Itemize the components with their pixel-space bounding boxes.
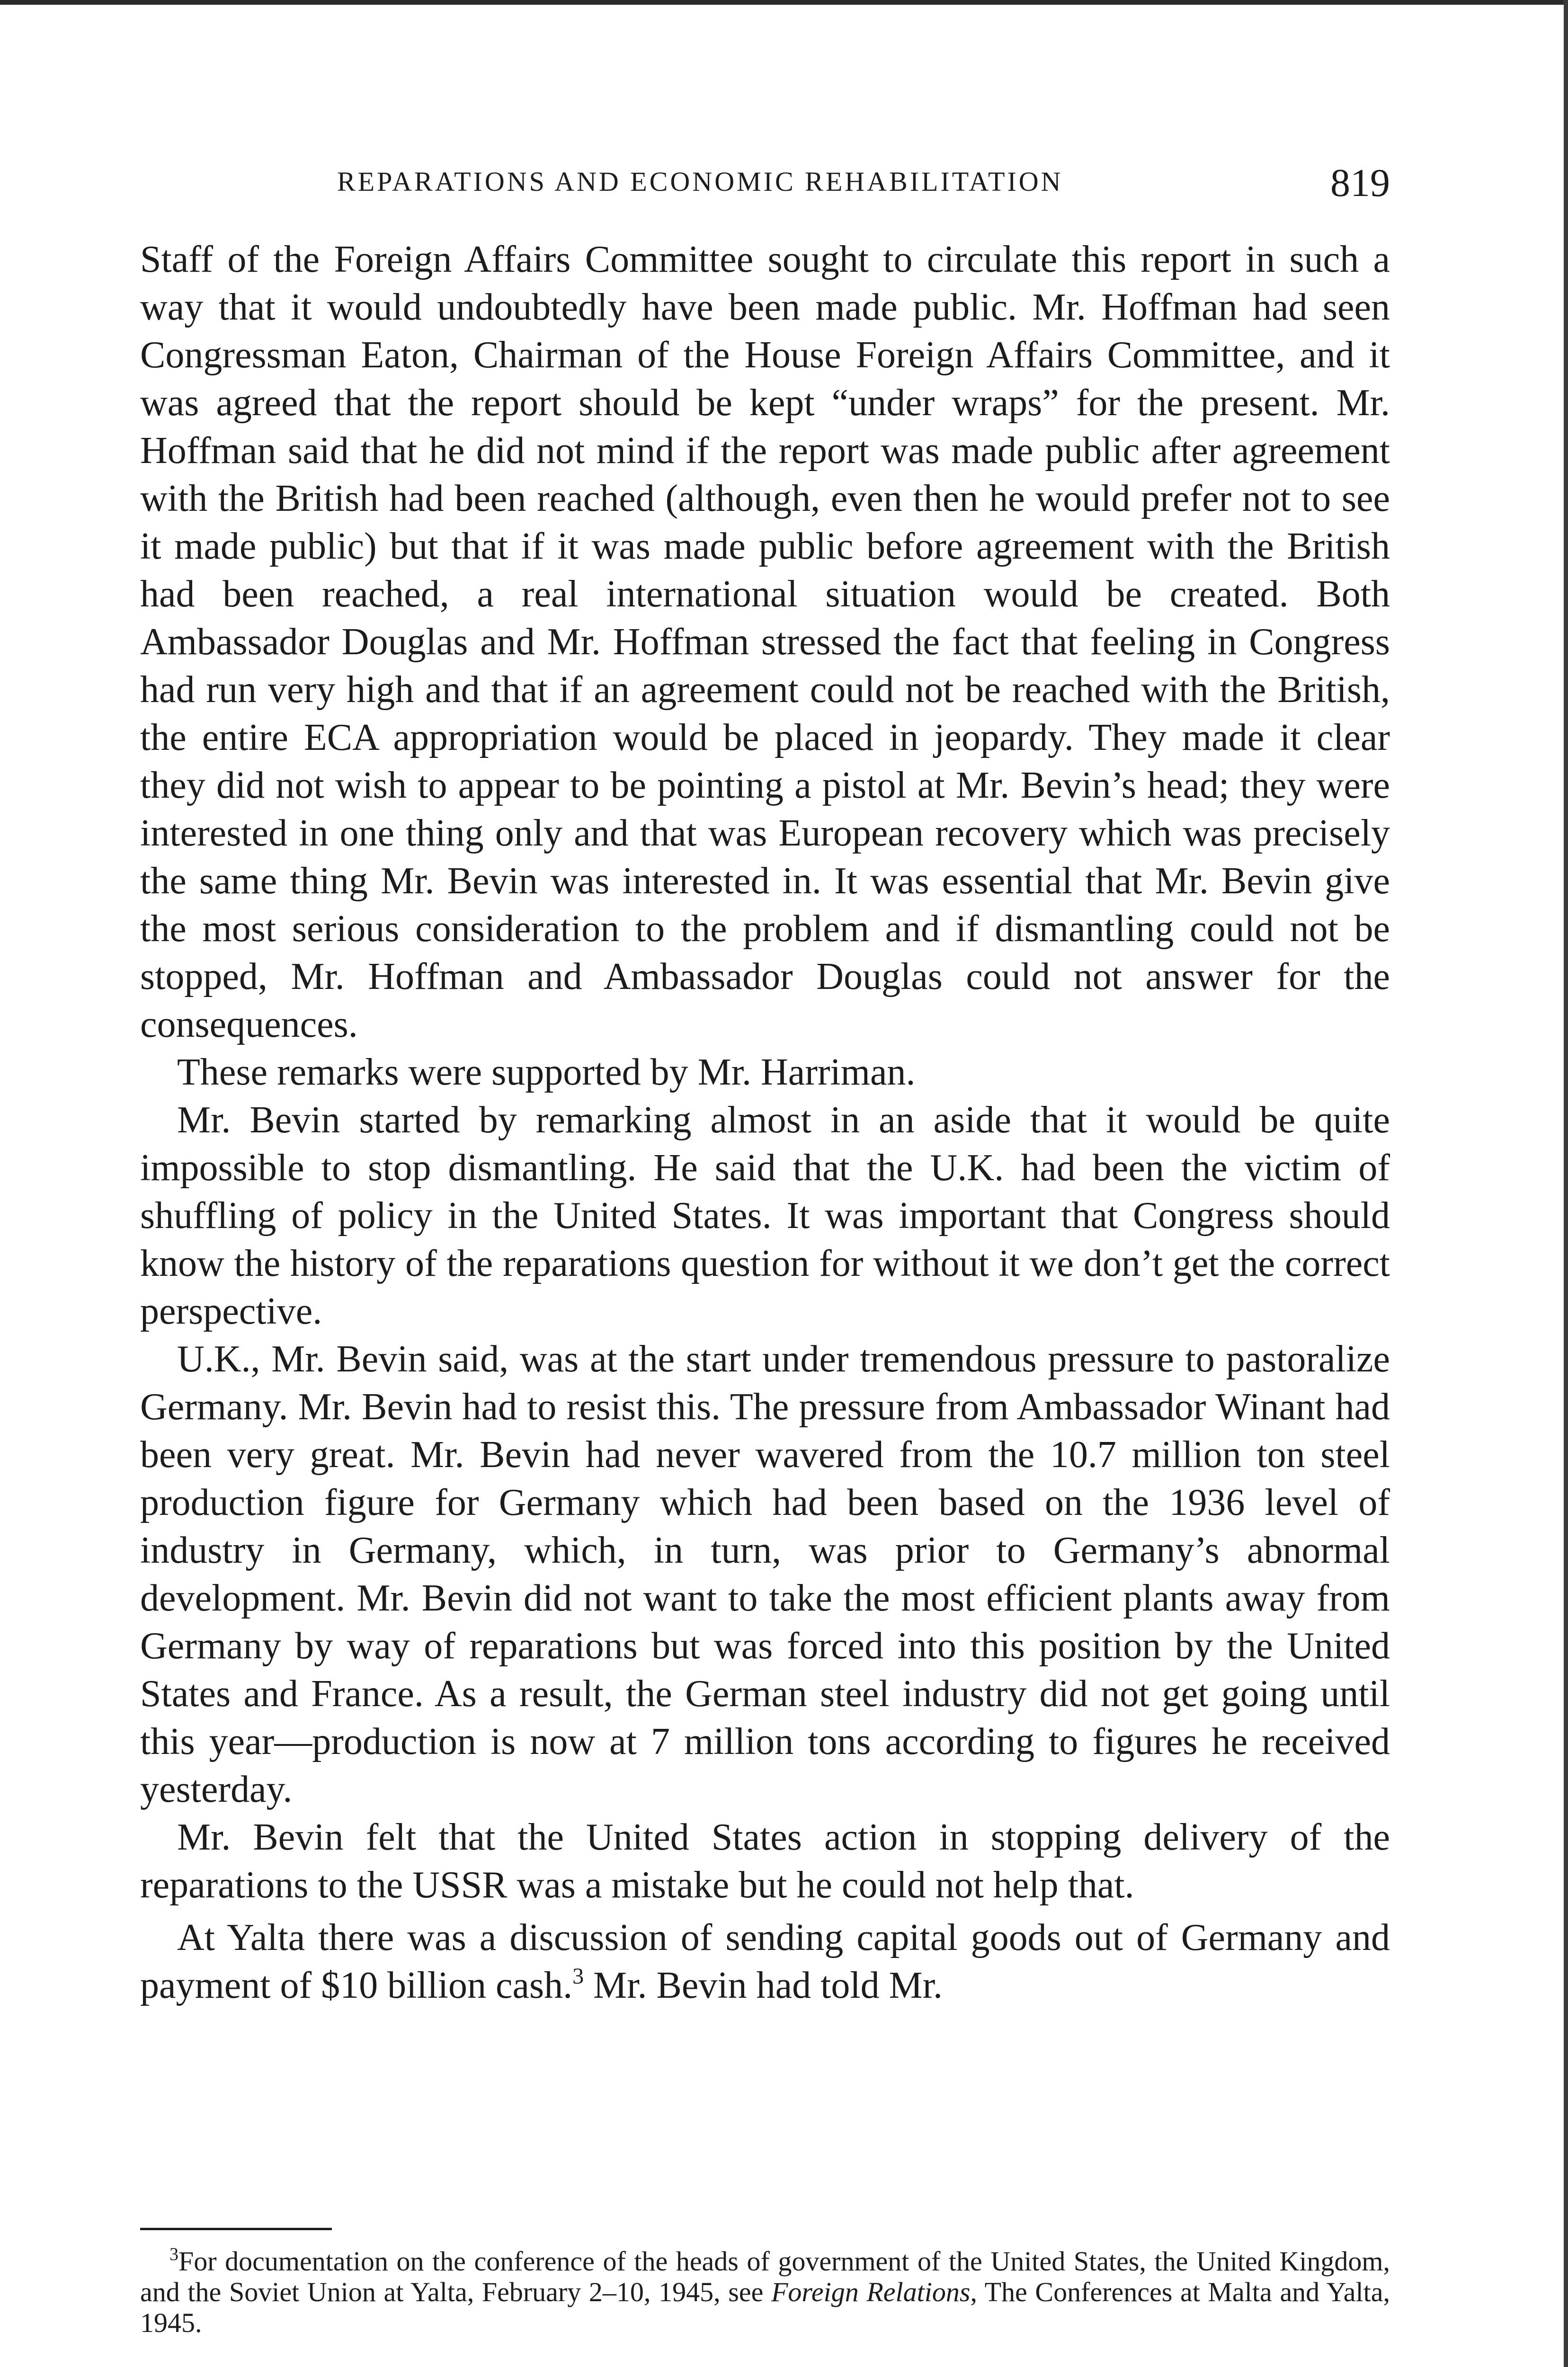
footnote-mark: 3 <box>169 2244 178 2264</box>
page-header <box>140 160 1390 203</box>
scan-top-edge <box>0 0 1568 5</box>
footnote-text-after: , The Conferences at Malta and Yalta, 1945. <box>140 2277 1390 2338</box>
footnote-reference: 3 <box>572 1964 584 1989</box>
paragraph-6 <box>140 1914 1390 2010</box>
scan-right-edge <box>1564 0 1568 2367</box>
paragraph-2: These remarks were supported by Mr. Harriman. <box>177 1051 916 1093</box>
footnote-text-before: For documentation on the conference of the heads of government of the United States, the United Kingdom, and the Soviet Union at Yalta, February 2–10, 1945, see <box>140 2246 1390 2307</box>
paragraph-1: Staff of the Foreign Affairs Committee sought to circulate this report in such a way that it would undoubtedly have been made public. Mr. Hoffman had seen Congressman Eaton, Chairman of the House Foreign Affairs Committee, and it was agreed that the report should be kept “under wraps” for the present. Mr. Hoffman said that he did not mind if the report was made public after agreement with the British had been reached (although, even then he would prefer not to see it made public) but that if it was made public before agreement with the British had been reached, a real international situation would be created. Both Ambassador Douglas and Mr. Hoffman stressed the fact that feeling in Congress had run very high and that if an agreement could not be reached with the British, the entire ECA appropriation would be placed in jeopardy. They made it clear they did not wish to appear to be pointing a pistol at Mr. Bevin’s head; they were interested in one thing only and that was European recovery which was precisely the same thing Mr. Bevin was interested in. It was essential that Mr. Bevin give the most serious consideration to the problem and if dismantling could not be stopped, Mr. Hoffman and Ambassador Douglas could not answer for the consequences. <box>140 239 1390 1045</box>
paragraph-5: Mr. Bevin felt that the United States action in stopping delivery of the reparations to the USSR was a mistake but he could not help that. <box>140 1816 1390 1906</box>
body-text <box>140 236 1390 2010</box>
page-number: 819 <box>1330 161 1390 205</box>
paragraph-3: Mr. Bevin started by remarking almost in an aside that it would be quite impossible to stop dismantling. He said that the U.K. had been the victim of shuffling of policy in the United States. It was important that Congress should know the history of the reparations question for without it we don’t get the correct perspective. <box>140 1099 1390 1332</box>
footnote-italic-title: Foreign Relations <box>771 2277 971 2307</box>
paragraph-6-tail: Mr. Bevin had told Mr. <box>584 1965 943 2006</box>
running-head: REPARATIONS AND ECONOMIC REHABILITATION <box>337 166 1063 197</box>
footnote-divider <box>140 2228 332 2230</box>
paragraph-4: U.K., Mr. Bevin said, was at the start under tremendous pressure to pastoralize Germany. Mr. Bevin had to resist this. The pressure from Ambassador Winant had been very great. Mr. Bevin had never wavered from the 10.7 million ton steel production figure for Germany which had been based on the 1936 level of industry in Germany, which, in turn, was prior to Germany’s abnormal development. Mr. Bevin did not want to take the most efficient plants away from Germany by way of reparations but was forced into this position by the United States and France. As a result, the German steel industry did not get going until this year—production is now at 7 million tons according to figures he received yesterday. <box>140 1338 1390 1810</box>
paragraph-6-text: At Yalta there was a discussion of sending capital goods out of Germany and payment of $10 billion cash. <box>140 1917 1390 2006</box>
footnote <box>140 2246 1390 2338</box>
